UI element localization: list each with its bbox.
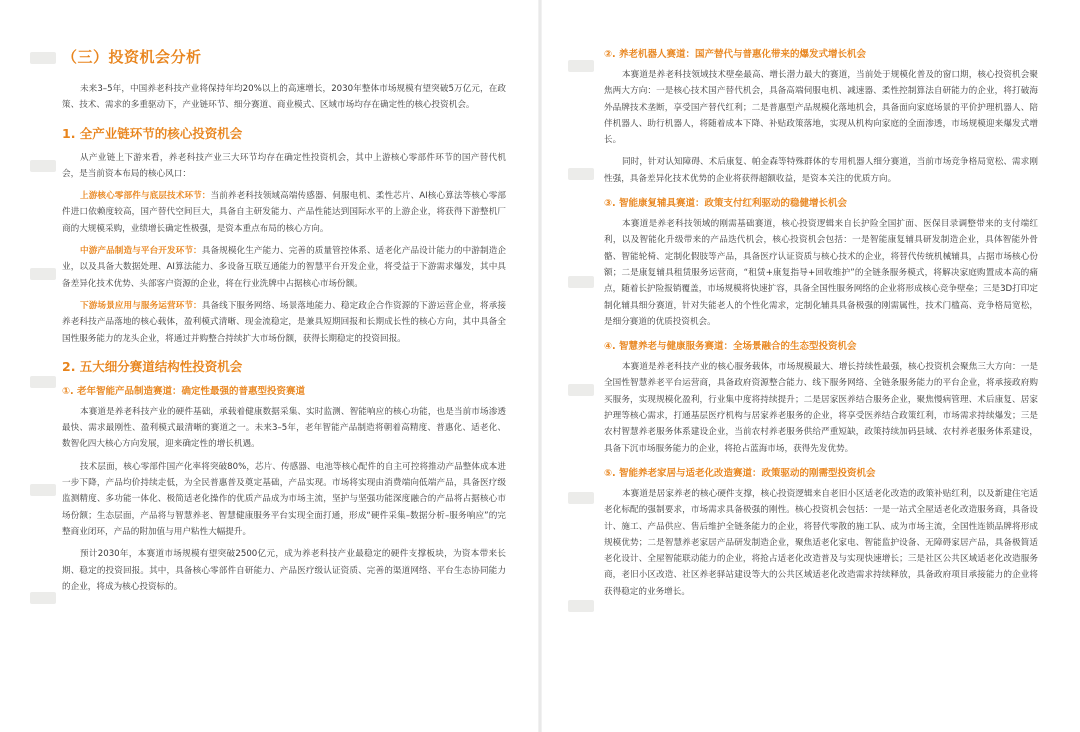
upstream-keyword: 上游核心零部件与底层技术环节：	[80, 191, 211, 202]
watermark-mark	[568, 276, 594, 288]
heading-five-tracks: 2. 五大细分赛道结构性投资机会	[62, 358, 243, 374]
right-page	[540, 0, 1080, 732]
track-3-paragraph-1: 本赛道是养老科技领域的刚需基础赛道，核心投资逻辑来自长护险全国扩面、医保目录调整带来的支付端红利，以及智能化升级带来的产品迭代机会，核心投资机会包括：一是智能康复辅具研发制造企业，具体智能外骨骼、智能轮椅、定制化假肢等产品，具备医疗认证资质与核心技术的企业，将替代传统机械辅具，占据市场核心份额；二是康复辅具租赁服务运营商，“租赁+康复指导+回收维护”的全链条服务模式，将解决家庭购置成本高的痛点，随着长护险报销覆盖，市场规模将快速扩容，具备全国性服务网络的企业将形成核心竞争壁垒；三是3D打印定制化辅具细分赛道，针对失能老人的个性化需求，定制化辅具具备极强的刚需属性，技术门槛高、竞争格局宽松，是细分赛道的优质投资机会。	[604, 219, 1038, 327]
section-title: （三）投资机会分析	[62, 48, 202, 66]
watermark-mark	[568, 168, 594, 180]
upstream-paragraph	[62, 188, 506, 237]
watermark-mark	[568, 492, 594, 504]
midstream-keyword: 中游产品制造与平台开发环节：	[80, 246, 202, 257]
watermark-mark	[30, 52, 56, 64]
chain-intro-paragraph: 从产业链上下游来看，养老科技产业三大环节均存在确定性投资机会，其中上游核心零部件环节的国产替代机会，是当前资本布局的核心风口：	[62, 152, 506, 179]
track-5-title: ⑤. 智能养老家居与适老化改造赛道：政策驱动的刚需型投资机会	[604, 467, 876, 479]
heading-value-chain: 1. 全产业链环节的核心投资机会	[62, 125, 243, 141]
track-1-title: ①. 老年智能产品制造赛道：确定性最强的普惠型投资赛道	[62, 385, 305, 397]
track-2-paragraph-1: 本赛道是养老科技领域技术壁垒最高、增长潜力最大的赛道，当前处于规模化普及的窗口期，核心投资机会聚焦两大方向：一是核心技术国产替代机会，具备高端伺服电机、减速器、柔性控制算法自研能力的企业，将打破海外品牌技术垄断，享受国产替代红利；二是普惠型产品规模化落地机会，具备面向家庭场景的平价护理机器人、陪伴机器人、助行机器人，将随着成本下降、补贴政策落地，实现从机构向家庭的全面渗透，市场规模迎来爆发式增长。	[604, 70, 1038, 146]
track-2-title: ②. 养老机器人赛道：国产替代与普惠化带来的爆发式增长机会	[604, 49, 866, 60]
midstream-text: 具备规模化生产能力、完善的质量管控体系、适老化产品设计能力的中游制造企业，以及具备大数据处理、AI算法能力、多设备互联互通能力的智慧平台开发企业，将受益于下游需求爆发，其中具备差异化技术优势、头部客户资源的企业，将在行业洗牌中占据核心市场份额。	[62, 246, 506, 289]
track-4-paragraph-1: 本赛道是养老科技产业的核心服务载体，市场规模最大、增长持续性最强，核心投资机会聚焦三大方向：一是全国性智慧养老平台运营商，具备政府资源整合能力、线下服务网络、全链条服务能力的平台企业，将承接政府购买服务，实现规模化盈利，行业集中度将持续提升；二是居家医养结合服务企业，聚焦慢病管理、术后康复、居家护理等核心需求，打通基层医疗机构与居家养老服务的企业，将享受医养结合政策红利，市场需求持续爆发；三是农村智慧养老服务体系建设企业，当前农村养老服务供给严重短缺，政策持续加码县域、农村养老服务体系建设，具备下沉市场服务能力的企业，将抢占蓝海市场，获得先发优势。	[604, 362, 1038, 454]
track-1-paragraph-3: 预计2030年，本赛道市场规模有望突破2500亿元，成为养老科技产业最稳定的硬件支撑板块，为资本带来长期、稳定的投资回报。其中，具备核心零部件自研能力、产品医疗级认证资质、完善的渠道网络、平台生态协同能力的企业，将成为核心投资标的。	[62, 549, 506, 592]
downstream-text: 具备线下服务网络、场景落地能力、稳定政企合作资源的下游运营企业，将承接养老科技产品落地的核心载体，盈利模式清晰、现金流稳定，是兼具短期回报和长期成长性的核心方向，其中具备全国性服务能力的龙头企业，将通过并购整合持续扩大市场份额，获得长期稳定的投资回报。	[62, 300, 506, 344]
downstream-paragraph	[62, 298, 506, 347]
watermark-mark	[30, 376, 56, 388]
watermark-mark	[568, 384, 594, 396]
midstream-paragraph	[62, 243, 506, 292]
watermark-mark	[30, 592, 56, 604]
watermark-mark	[568, 60, 594, 72]
track-3-title: ③. 智能康复辅具赛道：政策支付红利驱动的稳健增长机会	[604, 198, 847, 210]
upstream-text: 当前养老科技领域高端传感器、伺服电机、柔性芯片、AI核心算法等核心零部件进口依赖度较高，国产替代空间巨大，具备自主研发能力、产品性能达到国际水平的上游企业，将获得下游整机厂商的大规模采购，业绩增长确定性极强，是资本重点布局的核心方向。	[62, 191, 506, 234]
track-1-paragraph-1: 本赛道是养老科技产业的硬件基础，承载着健康数据采集、实时监测、智能响应的核心功能，也是当前市场渗透最快、需求最刚性、盈利模式最清晰的赛道之一。未来3–5年，老年智能产品制造将朝着高精度、普惠化、适老化、数智化四大核心方向发展，迎来确定性的增长机遇。	[62, 406, 506, 450]
watermark-mark	[30, 160, 56, 172]
page-gutter	[538, 0, 542, 732]
track-4-title: ④. 智慧养老与健康服务赛道：全场景融合的生态型投资机会	[604, 341, 857, 353]
watermark-mark	[30, 268, 56, 280]
track-2-paragraph-2: 同时，针对认知障碍、术后康复、帕金森等特殊群体的专用机器人细分赛道，当前市场竞争格局宽松、需求刚性强，具备差异化技术优势的企业将获得超额收益，是资本关注的优质方向。	[604, 157, 1038, 184]
track-5-paragraph-1: 本赛道是居家养老的核心硬件支撑，核心投资逻辑来自老旧小区适老化改造的政策补贴红利，以及新建住宅适老化标配的强制要求，市场需求具备极强的刚性。核心投资机会包括：一是一站式全屋适老化改造服务商，具备设计、施工、产品供应、售后维护全链条能力的企业，将替代零散的施工队、成为市场主流，全国性连锁品牌将形成规模优势；二是智慧养老家居产品研发制造企业，聚焦适老化家电、智能监护设备、无障碍家居产品，具备极简适老化设计、全屋智能联动能力的企业，将抢占适老化改造普及与实现快速增长；三是社区公共区域适老化改造服务商，老旧小区改造、社区养老驿站建设等大的公共区域适老化改造需求持续释放，具备政府项目承接能力的企业将获得稳定的业务增长。	[604, 488, 1038, 597]
watermark-mark	[30, 484, 56, 496]
track-1-paragraph-2: 技术层面，核心零部件国产化率将突破80%，芯片、传感器、电池等核心配件的自主可控将推动产品整体成本进一步下降，产品均价持续走低，为全民普惠普及奠定基础，产品实现。市场将实现由消费端向低端产品，具备医疗级监测精度、多功能一体化、极简适老化操作的优质产品成为市场主流，坚护与坚强功能深度融合的产品将占据核心市场份额；生态层面，产品将与智慧养老、智慧健康服务平台实现全面打通，形成“硬件采集–数据分析–服务响应”的完整商业闭环，产品的附加值与用户粘性大幅提升。	[62, 461, 506, 537]
intro-paragraph: 未来3–5年，中国养老科技产业将保持年均20%以上的高速增长，2030年整体市场规模有望突破5万亿元，在政策、技术、需求的多重驱动下，产业链环节、细分赛道、商业模式、区域市场均存在确定性的核心投资机会。	[62, 84, 506, 111]
watermark-mark	[568, 600, 594, 612]
downstream-keyword: 下游场景应用与服务运营环节：	[80, 300, 202, 311]
